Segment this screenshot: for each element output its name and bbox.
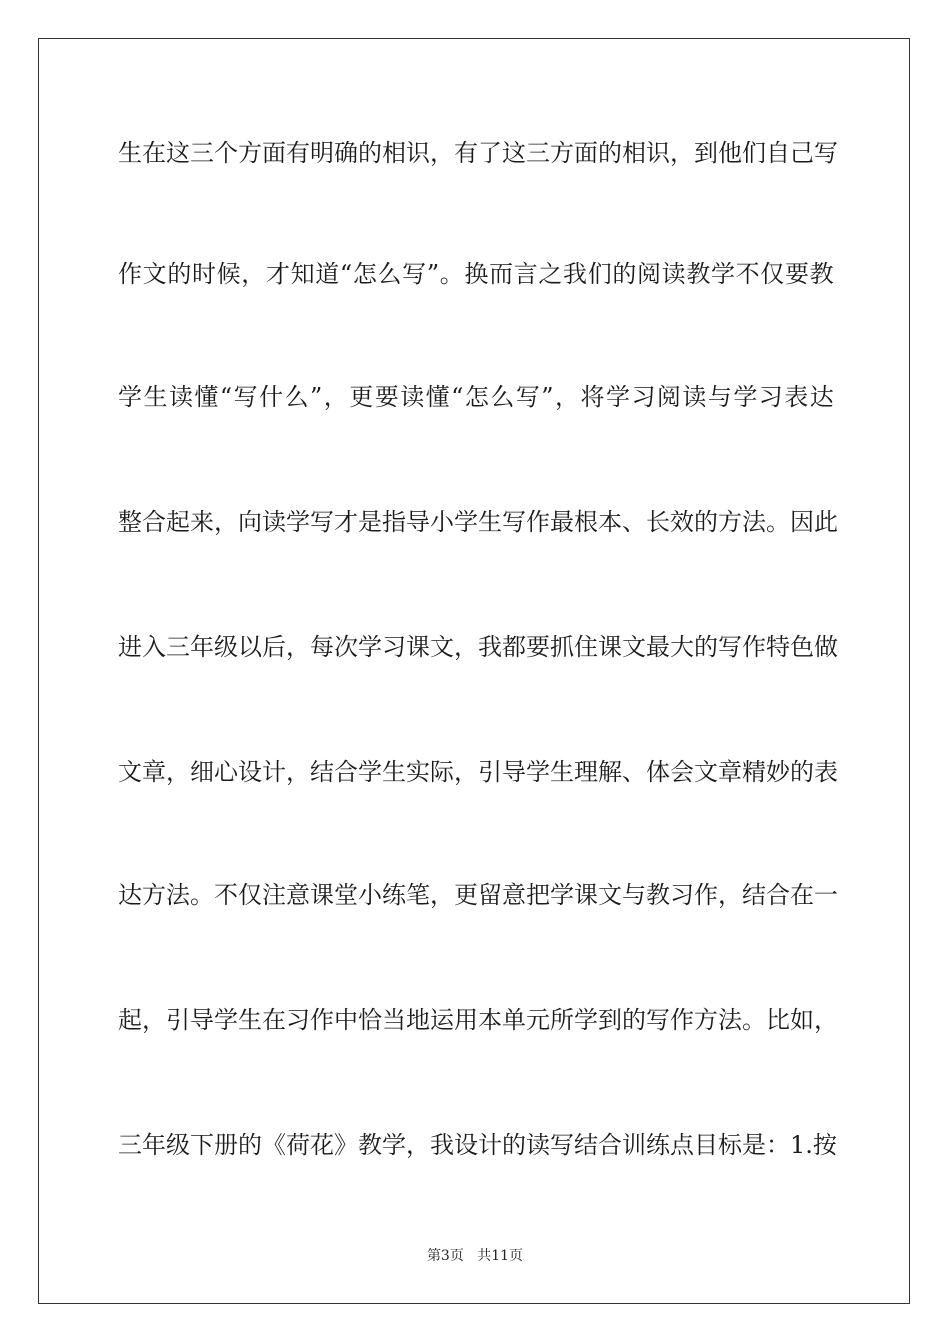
page-footer bbox=[0, 1247, 950, 1265]
text-line: 进 入 三 年 级 以 后 ， 每 次 学 习 课 文 ， 我 都 要 抓 住 课 文 最 大 的 写 作 特 色 做 bbox=[118, 633, 838, 661]
page-number: 第3页 bbox=[426, 1248, 464, 1264]
text-line: 作 文 的 时 候 ， 才 知 道 “ 怎 么 写 ” 。 换 而 言 之 我 们 的 阅 读 教 学 不 仅 要 教 bbox=[118, 260, 834, 288]
text-line: 文 章 ， 细 心 设 计 ， 结 合 学 生 实 际 ， 引 导 学 生 理 解 、 体 会 文 章 精 妙 的 表 bbox=[118, 758, 838, 786]
text-line: 整 合 起 来 ， 向 读 学 写 才 是 指 导 小 学 生 写 作 最 根 本 、 长 效 的 方 法 。 因 此 bbox=[118, 508, 838, 536]
text-line: 达 方 法 。 不 仅 注 意 课 堂 小 练 笔 ， 更 留 意 把 学 课 文 与 教 习 作 ， 结 合 在 一 bbox=[118, 881, 838, 909]
page-total: 共11页 bbox=[477, 1248, 524, 1264]
page-border bbox=[38, 38, 910, 1304]
text-line: 起 ， 引 导 学 生 在 习 作 中 恰 当 地 运 用 本 单 元 所 学 到 的 写 作 方 法 。 比 如 ， bbox=[118, 1006, 838, 1034]
text-line: 三 年 级 下 册 的 《 荷 花 》 教 学 ， 我 设 计 的 读 写 结 合 训 练 点 目 标 是 ： 1 . 按 bbox=[118, 1131, 837, 1159]
text-line: 生 在 这 三 个 方 面 有 明 确 的 相 识 ， 有 了 这 三 方 面 的 相 识 ， 到 他 们 自 己 写 bbox=[118, 139, 838, 167]
text-line: 学 生 读 懂 “ 写 什 么 ” ， 更 要 读 懂 “ 怎 么 写 ” ， 将 学 习 阅 读 与 学 习 表 达 bbox=[118, 383, 834, 411]
